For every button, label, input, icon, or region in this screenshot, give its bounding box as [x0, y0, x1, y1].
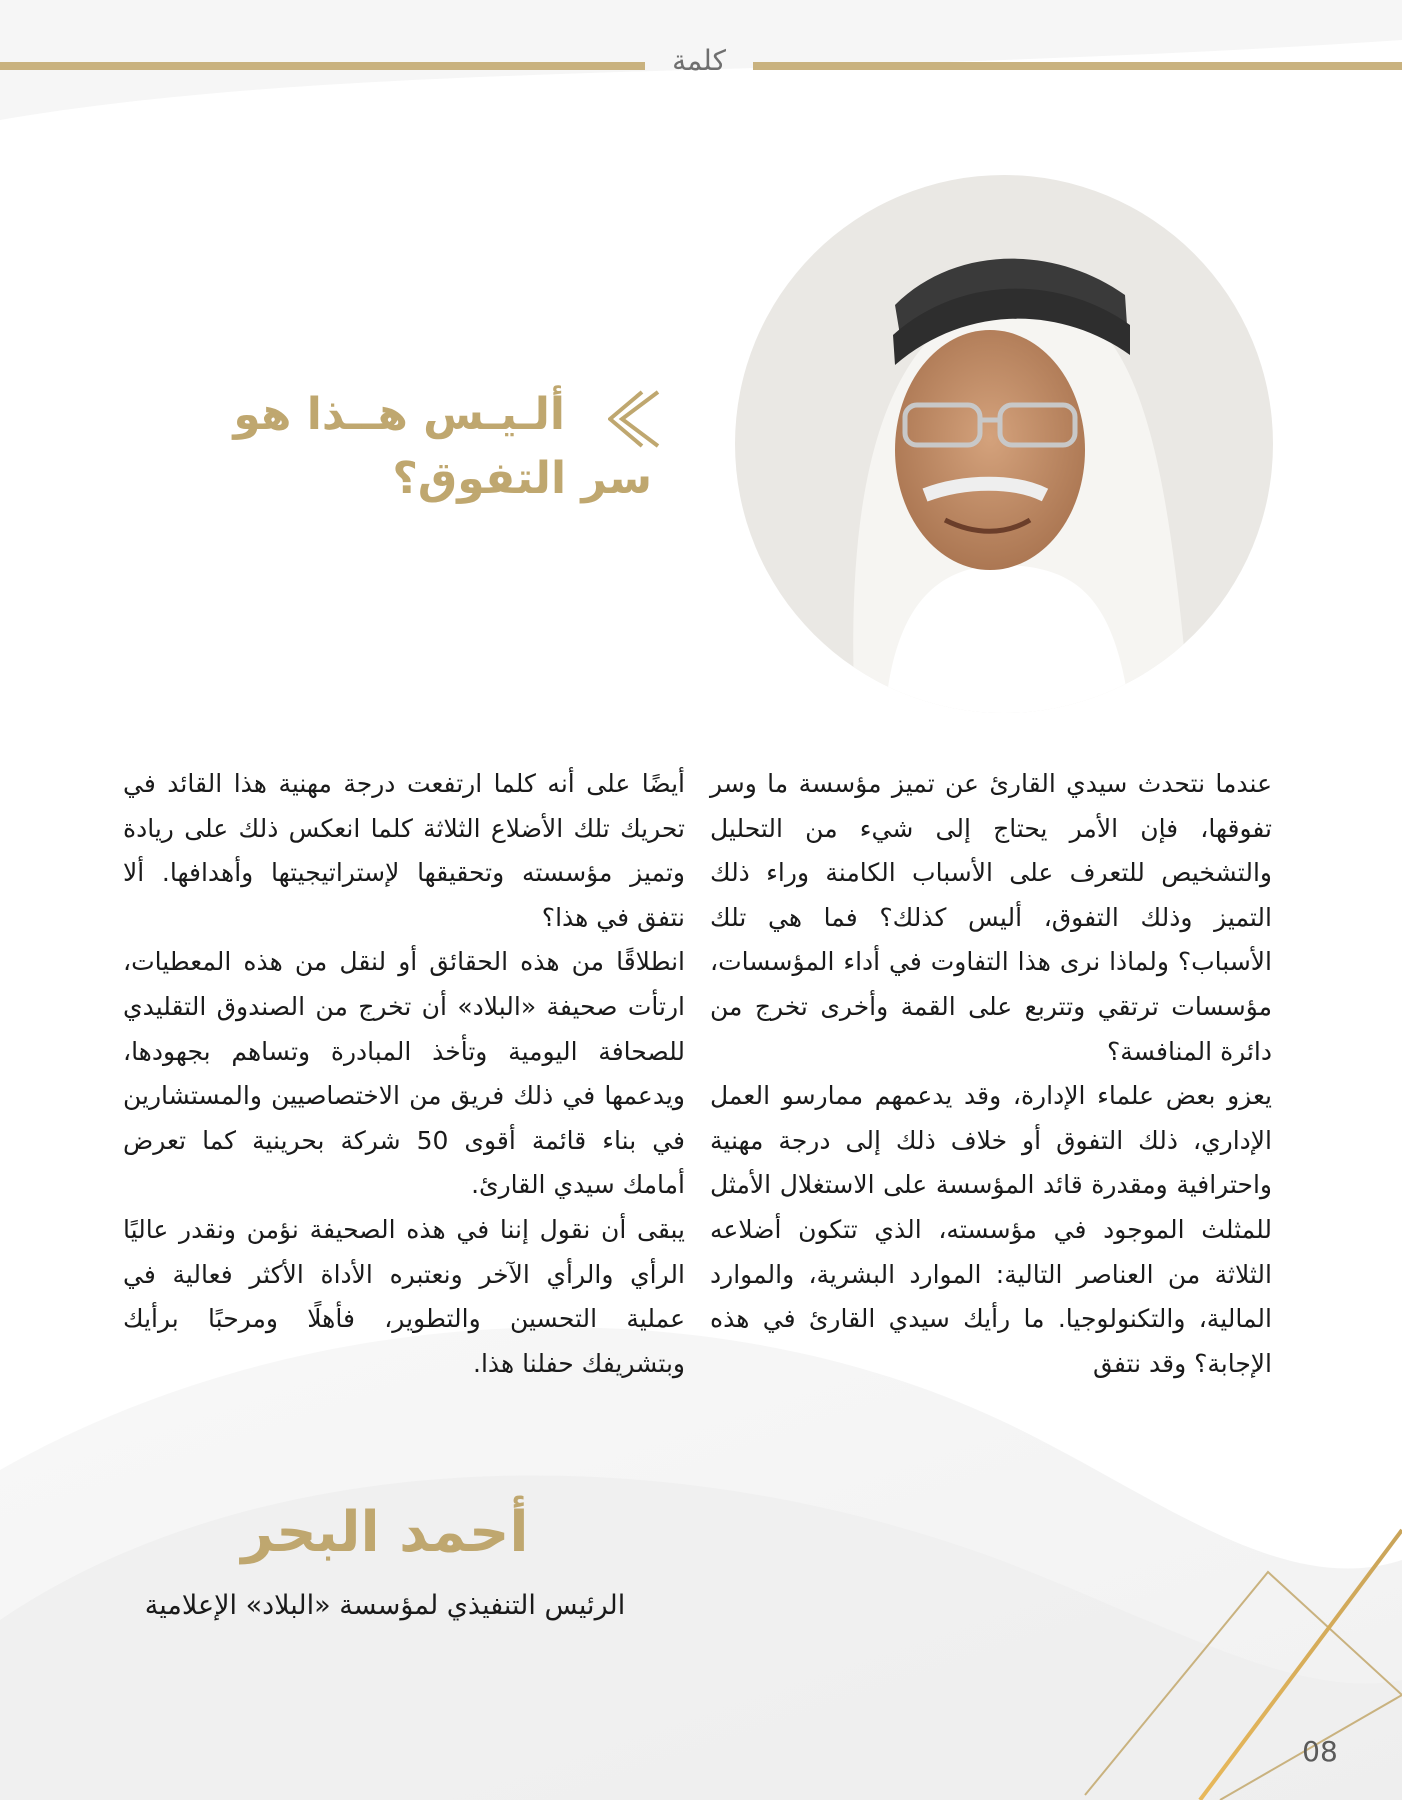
headline — [200, 383, 660, 511]
article-column-left — [123, 762, 685, 1386]
header-rule-right — [753, 62, 1402, 70]
page-number: 08 — [1302, 1735, 1338, 1768]
header-rule-left — [0, 62, 645, 70]
paragraph: يعزو بعض علماء الإدارة، وقد يدعمهم ممارسو العمل الإداري، ذلك التفوق أو خلاف ذلك إلى درجة مهنية واحترافية ومقدرة قائد المؤسسة على الاستغلال الأمثل للمثلث الموجود في مؤسسته، الذي تتكون أضلاعه الثلاثة من العناصر التالية: الموارد البشرية، والموارد المالية، والتكنولوجيا. ما رأيك سيدي القارئ في هذه الإجابة؟ وقد نتفق — [710, 1081, 1272, 1378]
headline-line-1: ألـيـس هــذا هو — [233, 389, 565, 440]
section-label: كلمة — [672, 44, 726, 77]
author-title: الرئيس التنفيذي لمؤسسة «البلاد» الإعلامية — [144, 1590, 626, 1621]
paragraph: عندما نتحدث سيدي القارئ عن تميز مؤسسة ما وسر تفوقها، فإن الأمر يحتاج إلى شيء من التحليل والتشخيص للتعرف على الأسباب الكامنة وراء ذلك التميز وذلك التفوق، أليس كذلك؟ فما هي تلك الأسباب؟ ولماذا نرى هذا التفاوت في أداء المؤسسات، مؤسسات ترتقي وتتربع على القمة وأخرى تخرج من دائرة المنافسة؟ — [710, 769, 1272, 1066]
article-column-right — [710, 762, 1272, 1386]
paragraph: أيضًا على أنه كلما ارتفعت درجة مهنية هذا القائد في تحريك تلك الأضلاع الثلاثة كلما انعكس ذلك على ريادة وتميز مؤسسته وتحقيقها لإستراتيجيتها وأهدافها. ألا نتفق في هذا؟ — [123, 769, 685, 932]
headline-line-2: سر التفوق؟ — [392, 453, 652, 504]
paragraph: يبقى أن نقول إننا في هذه الصحيفة نؤمن ونقدر عاليًا الرأي والرأي الآخر ونعتبره الأداة الأكثر فعالية في عملية التحسين والتطوير، فأهلًا ومرحبًا برأيك وبتشريفك حفلنا هذا. — [123, 1214, 685, 1378]
author-portrait — [735, 175, 1273, 713]
paragraph: انطلاقًا من هذه الحقائق أو لنقل من هذه المعطيات، ارتأت صحيفة «البلاد» أن تخرج من الصندوق التقليدي للصحافة اليومية وتأخذ المبادرة وتساهم بجهودها، ويدعمها في ذلك فريق من الاختصاصيين والمستشارين في بناء قائمة أقوى 50 شركة بحرينية كما تعرض أمامك سيدي القارئ. — [123, 947, 685, 1200]
author-name: أحمد البحر — [241, 1500, 529, 1565]
